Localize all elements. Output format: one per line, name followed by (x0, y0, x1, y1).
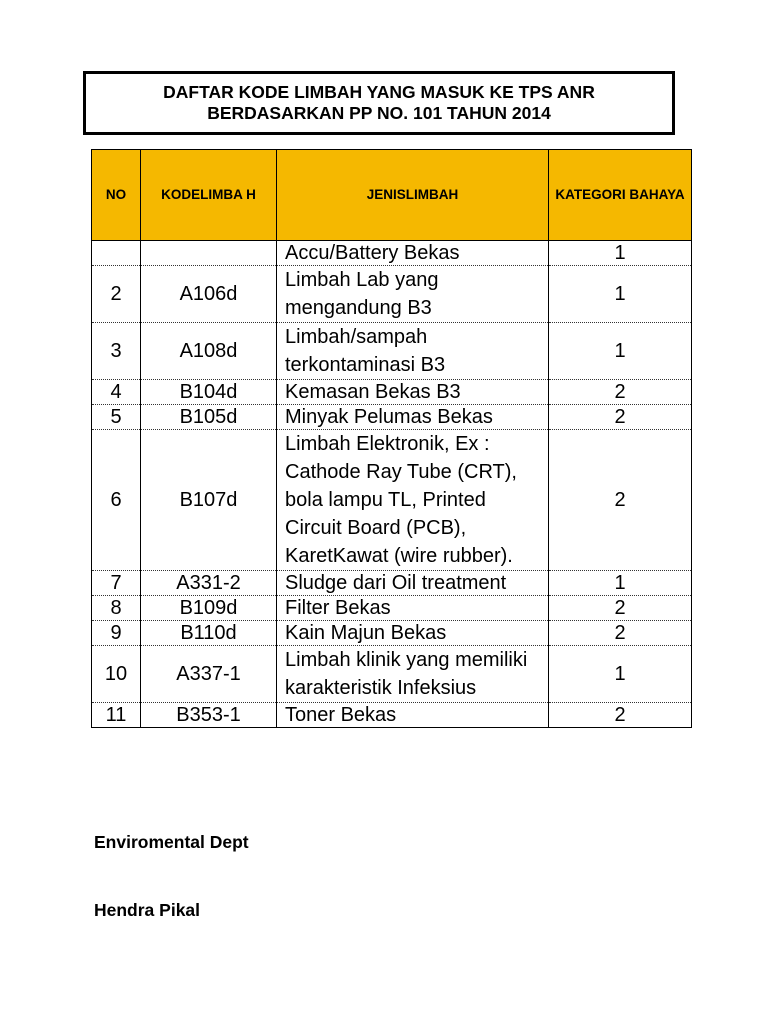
table-row (92, 571, 692, 596)
table-row (92, 430, 692, 571)
cell-no: 8 (92, 596, 141, 621)
department-label: Enviromental Dept (94, 832, 249, 852)
title-line-1: DAFTAR KODE LIMBAH YANG MASUK KE TPS ANR (163, 82, 595, 102)
cell-jenis: Kain Majun Bekas (277, 621, 549, 646)
cell-kategori: 1 (549, 646, 692, 703)
cell-kode: B105d (141, 405, 277, 430)
cell-jenis: Accu/Battery Bekas (277, 241, 549, 266)
cell-no: 4 (92, 380, 141, 405)
cell-kategori: 1 (549, 571, 692, 596)
cell-kategori: 2 (549, 596, 692, 621)
cell-kode: B104d (141, 380, 277, 405)
header-no: NO (92, 150, 141, 241)
header-kategori: KATEGORI BAHAYA (549, 150, 692, 241)
cell-kategori: 2 (549, 703, 692, 728)
cell-kode: A106d (141, 266, 277, 323)
header-kode: KODELIMBA H (141, 150, 277, 241)
cell-no (92, 241, 141, 266)
cell-no: 2 (92, 266, 141, 323)
cell-kategori: 1 (549, 266, 692, 323)
cell-kode: A108d (141, 323, 277, 380)
cell-jenis: Filter Bekas (277, 596, 549, 621)
cell-jenis: Limbah/sampah terkontaminasi B3 (277, 323, 549, 380)
table-row (92, 380, 692, 405)
table-row (92, 405, 692, 430)
cell-kategori: 2 (549, 405, 692, 430)
cell-no: 5 (92, 405, 141, 430)
cell-kategori: 1 (549, 323, 692, 380)
cell-no: 9 (92, 621, 141, 646)
cell-kode: B107d (141, 430, 277, 571)
waste-code-table (91, 149, 692, 728)
cell-no: 10 (92, 646, 141, 703)
table-row (92, 646, 692, 703)
cell-jenis: Minyak Pelumas Bekas (277, 405, 549, 430)
table-row (92, 703, 692, 728)
table-header-row (92, 150, 692, 241)
table-row (92, 266, 692, 323)
cell-jenis: Limbah Elektronik, Ex : Cathode Ray Tube (CRT), bola lampu TL, Printed Circuit Board (PCB), KaretKawat (wire rubber). (277, 430, 549, 571)
cell-kategori: 2 (549, 380, 692, 405)
cell-kode: A337-1 (141, 646, 277, 703)
table-row (92, 621, 692, 646)
cell-kategori: 2 (549, 430, 692, 571)
cell-kategori: 1 (549, 241, 692, 266)
cell-jenis: Sludge dari Oil treatment (277, 571, 549, 596)
cell-no: 3 (92, 323, 141, 380)
cell-kode: B110d (141, 621, 277, 646)
cell-kode: B109d (141, 596, 277, 621)
cell-kode: A331-2 (141, 571, 277, 596)
cell-jenis: Kemasan Bekas B3 (277, 380, 549, 405)
cell-no: 7 (92, 571, 141, 596)
cell-kode (141, 241, 277, 266)
title-line-2: BERDASARKAN PP NO. 101 TAHUN 2014 (207, 103, 551, 123)
cell-kategori: 2 (549, 621, 692, 646)
cell-no: 6 (92, 430, 141, 571)
table-row (92, 241, 692, 266)
signatory-name: Hendra Pikal (94, 900, 201, 920)
cell-jenis: Toner Bekas (277, 703, 549, 728)
cell-no: 11 (92, 703, 141, 728)
table-row (92, 596, 692, 621)
cell-kode: B353-1 (141, 703, 277, 728)
table-row (92, 323, 692, 380)
header-jenis: JENISLIMBAH (277, 150, 549, 241)
cell-jenis: Limbah klinik yang memiliki karakteristik Infeksius (277, 646, 549, 703)
cell-jenis: Limbah Lab yang mengandung B3 (277, 266, 549, 323)
document-title-box (83, 71, 675, 135)
